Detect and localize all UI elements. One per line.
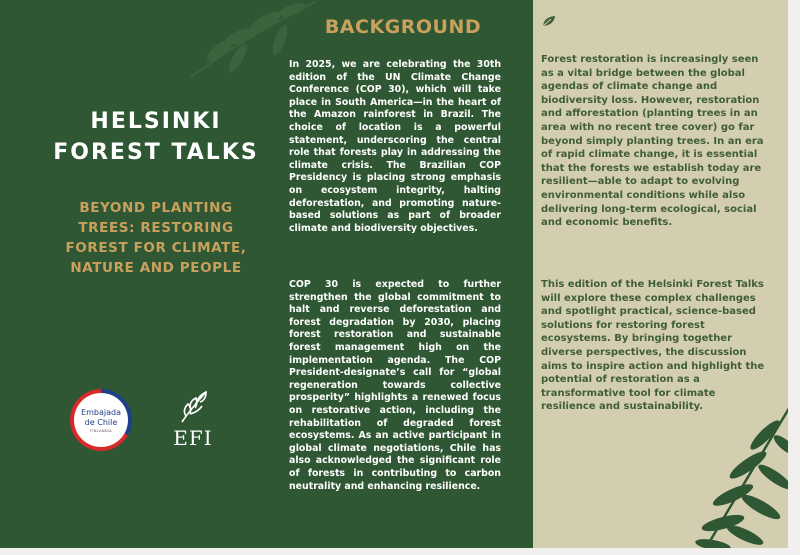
text-line: as a vital bridge between the global [541, 67, 745, 79]
subtitle-line: FOREST FOR CLIMATE, [65, 240, 247, 256]
text-line: edition of the UN Climate Change [289, 71, 501, 83]
text-line: President-designate’s call for “global [289, 367, 501, 379]
efi-logo [166, 388, 220, 452]
text-line: implementation agenda. The COP [289, 354, 501, 366]
text-line: of rapid climate change, it is essential [541, 149, 758, 161]
logo-text-line: Embajada [81, 408, 121, 417]
text-line: and spotlight practical, science-based [541, 306, 756, 318]
text-line: climate crisis. The Brazilian COP [289, 159, 501, 171]
text-line: Presidency is placing strong emphasis [289, 172, 501, 184]
text-line: delivering long-term ecological, social [541, 203, 757, 215]
title-line: HELSINKI [90, 109, 222, 134]
text-line: This edition of the Helsinki Forest Talks [541, 279, 764, 290]
text-line: choice of location is a powerful [289, 121, 501, 133]
right-paragraph-2 [541, 278, 776, 414]
subtitle-line: BEYOND PLANTING [79, 200, 233, 216]
text-line: ecosystems. As an active participant in [289, 430, 501, 442]
event-title [40, 106, 272, 168]
text-line: role that forests play in addressing the [289, 147, 501, 159]
logo-text-line: FINLANDIA [89, 429, 113, 433]
text-line: agendas of climate change and [541, 81, 718, 93]
text-line: forest restoration and sustainable [289, 329, 501, 341]
text-line: and economic benefits. [541, 217, 673, 229]
text-line: that the forests we establish today are [541, 162, 762, 174]
text-line: In 2025, we are celebrating the 30th [289, 59, 501, 70]
text-line: diverse perspectives, the discussion [541, 346, 747, 358]
text-line: rehabilitation of degraded forest [289, 417, 501, 429]
text-line: the Amazon rainforest in Brazil. The [289, 109, 501, 121]
embajada-de-chile-logo [70, 389, 132, 451]
efi-logo-text: EFI [173, 426, 213, 450]
text-line: ecosystems. By bringing together [541, 333, 733, 345]
title-line: FOREST TALKS [53, 140, 259, 165]
text-line: halt and reverse deforestation and [289, 304, 501, 316]
efi-leaf-icon [176, 388, 212, 426]
background-heading: BACKGROUND [324, 16, 482, 38]
text-line: COP 30 is expected to further [289, 279, 501, 290]
text-line: transformative tool for climate [541, 387, 716, 399]
text-line: statement, underscoring the central [289, 134, 501, 146]
text-line: biodiversity loss. However, restoration [541, 94, 760, 106]
text-line: of forests in contributing to carbon [289, 467, 501, 479]
page-edge-bottom [0, 548, 800, 555]
text-line: on ecosystem integrity, halting [289, 184, 501, 196]
right-paragraph-1 [541, 53, 776, 230]
text-line: aims to inspire action and highlight the [541, 360, 765, 372]
text-line: strengthen the global commitment to [289, 291, 501, 303]
logo-inner [74, 393, 128, 447]
text-line: neutrality and enhancing resilience. [289, 480, 481, 492]
text-line: forest degradation by 2030, placing [289, 316, 501, 328]
subtitle-line: TREES: RESTORING [78, 220, 234, 236]
text-line: potential of restoration as a [541, 374, 700, 386]
subtitle-line: NATURE AND PEOPLE [70, 260, 242, 276]
leaf-branch-decoration-bottom [693, 395, 788, 552]
text-line: based solutions as part of broader [289, 210, 501, 222]
text-line: and afforestation (planting trees in an [541, 108, 758, 120]
text-line: deforestation, and promoting nature- [289, 197, 501, 209]
small-leaf-icon [542, 15, 556, 27]
background-paragraph-1 [289, 59, 501, 235]
logo-text-line: de Chile [84, 418, 118, 427]
text-line: environmental conditions while also [541, 189, 746, 201]
text-line: resilient—able to adapt to evolving [541, 176, 740, 188]
text-line: global climate negotiations, Chile has [289, 442, 501, 454]
text-line: place in South America—in the heart of [289, 96, 501, 108]
text-line: Conference (COP 30), which will take [289, 84, 501, 96]
text-line: beyond simply planting trees. In an era [541, 135, 764, 147]
text-line: resilience and sustainability. [541, 401, 704, 413]
text-line: regeneration towards collective [289, 379, 501, 391]
text-line: on restorative action, including the [289, 404, 501, 416]
text-line: area with no recent tree cover) go far [541, 121, 755, 133]
text-line: also acknowledged the significant role [289, 455, 501, 467]
text-line: solutions for restoring forest [541, 319, 705, 331]
text-line: climate and biodiversity objectives. [289, 222, 478, 234]
text-line: prosperity” highlights a renewed focus [289, 392, 501, 404]
background-paragraph-2 [289, 279, 501, 493]
text-line: forest management high on the [289, 341, 501, 353]
text-line: Forest restoration is increasingly seen [541, 54, 759, 65]
page-edge-right [788, 0, 800, 555]
event-subtitle [40, 198, 272, 278]
text-line: will explore these complex challenges [541, 292, 756, 304]
